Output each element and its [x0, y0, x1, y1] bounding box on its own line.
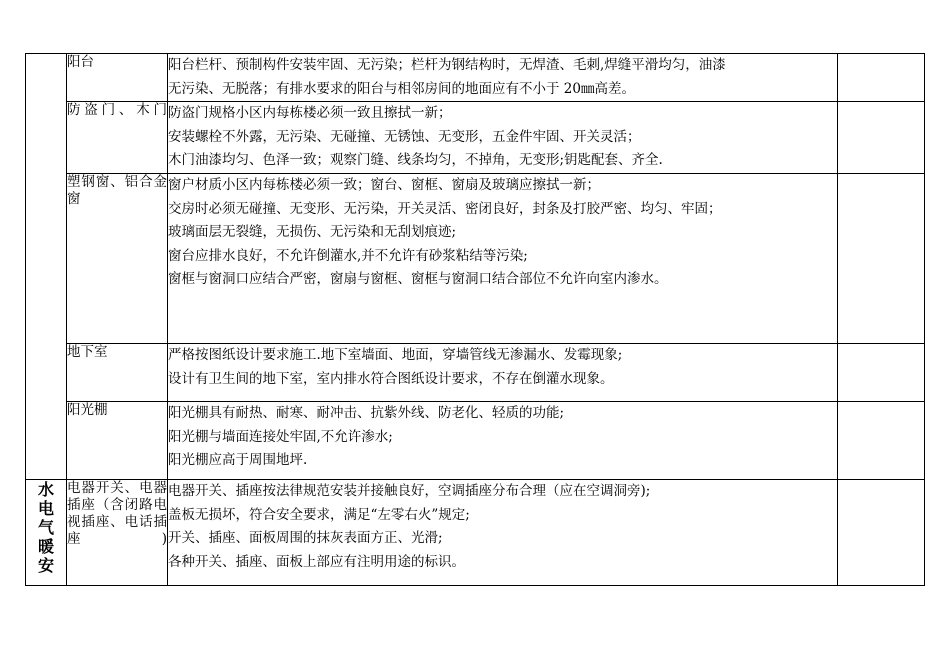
remarks-cell — [838, 402, 925, 480]
category-cell-empty — [26, 54, 67, 480]
requirement-line: 窗户材质小区内每栋楼必须一致；窗台、窗框、窗扇及玻璃应擦拭一新； — [168, 177, 600, 193]
requirement-line: 阳台栏杆、预制构件安装牢固、无污染；栏杆为钢结构时，无焊渣、毛刺,焊缝平滑均匀，油漆 — [168, 57, 726, 73]
item-name: 地下室 — [67, 344, 168, 402]
remarks-cell — [838, 344, 925, 402]
requirement-cell — [168, 174, 838, 344]
requirement-line: 安装螺栓不外露，无污染、无碰撞、无锈蚀、无变形，五金件牢固、开关灵活； — [168, 128, 641, 145]
requirement-line: 窗框与窗洞口应结合严密，窗扇与窗框、窗框与窗洞口结合部位不允许向室内渗水。 — [168, 271, 668, 287]
requirement-line: 窗台应排水良好，不允许倒灌水,并不允许有砂浆粘结等污染; — [168, 247, 528, 264]
requirement-line: 玻璃面层无裂缝，无损伤、无污染和无刮划痕迹; — [168, 224, 457, 240]
item-name: 阳台 — [67, 54, 168, 102]
requirement-cell — [168, 54, 838, 102]
item-name: 防盗门、木门 — [67, 102, 168, 174]
requirement-line: 严格按图纸设计要求施工.地下室墙面、地面，穿墙管线无渗漏水、发霉现象; — [168, 347, 623, 363]
requirement-line: 开关、插座、面板周围的抹灰表面方正、光滑; — [168, 530, 443, 546]
requirement-cell — [168, 402, 838, 480]
requirement-line: 阳光棚具有耐热、耐寒、耐冲击、抗紫外线、防老化、轻质的功能; — [168, 405, 565, 421]
item-name: 电器开关、电器插座（含闭路电视插座、电话插座) — [67, 480, 168, 586]
table-row — [26, 174, 925, 344]
item-name: 塑钢窗、铝合金窗 — [67, 174, 168, 344]
requirement-line: 盖板无损坏，符合安全要求，满足“左零右火”规定; — [168, 506, 470, 523]
category-label: 水电气暖安 — [37, 480, 54, 575]
inspection-standards-table — [25, 53, 925, 586]
requirement-line: 木门油漆均匀、色泽一致；观察门缝、线条均匀，不掉角，无变形;钥匙配套、齐全. — [168, 152, 663, 168]
category-cell — [26, 480, 67, 586]
table-row — [26, 480, 925, 586]
table-row — [26, 402, 925, 480]
requirement-line: 防盗门规格小区内每栋楼必须一致且擦拭一新； — [168, 105, 452, 121]
requirement-cell — [168, 480, 838, 586]
requirement-line: 电器开关、插座按法律规范安装并接触良好，空调插座分布合理（应在空调洞旁); — [168, 483, 651, 499]
requirement-cell — [168, 102, 838, 174]
remarks-cell — [838, 174, 925, 344]
remarks-cell — [838, 102, 925, 174]
requirement-cell — [168, 344, 838, 402]
requirement-line: 设计有卫生间的地下室，室内排水符合图纸设计要求，不存在倒灌水现象。 — [168, 370, 614, 387]
remarks-cell — [838, 480, 925, 586]
requirement-line: 无污染、无脱落；有排水要求的阳台与相邻房间的地面应有不小于 20㎜高差。 — [168, 80, 635, 97]
table-row — [26, 54, 925, 102]
table-row — [26, 344, 925, 402]
requirement-line: 各种开关、插座、面板上部应有注明用途的标识。 — [168, 553, 465, 570]
requirement-line: 阳光棚应高于周围地坪. — [168, 452, 308, 468]
requirement-line: 交房时必须无碰撞、无变形、无污染，开关灵活、密闭良好，封条及打胶严密、均匀、牢固； — [168, 200, 722, 217]
item-name: 阳光棚 — [67, 402, 168, 480]
requirement-line: 阳光棚与墙面连接处牢固,不允许渗水; — [168, 428, 393, 445]
remarks-cell — [838, 54, 925, 102]
table-row — [26, 102, 925, 174]
